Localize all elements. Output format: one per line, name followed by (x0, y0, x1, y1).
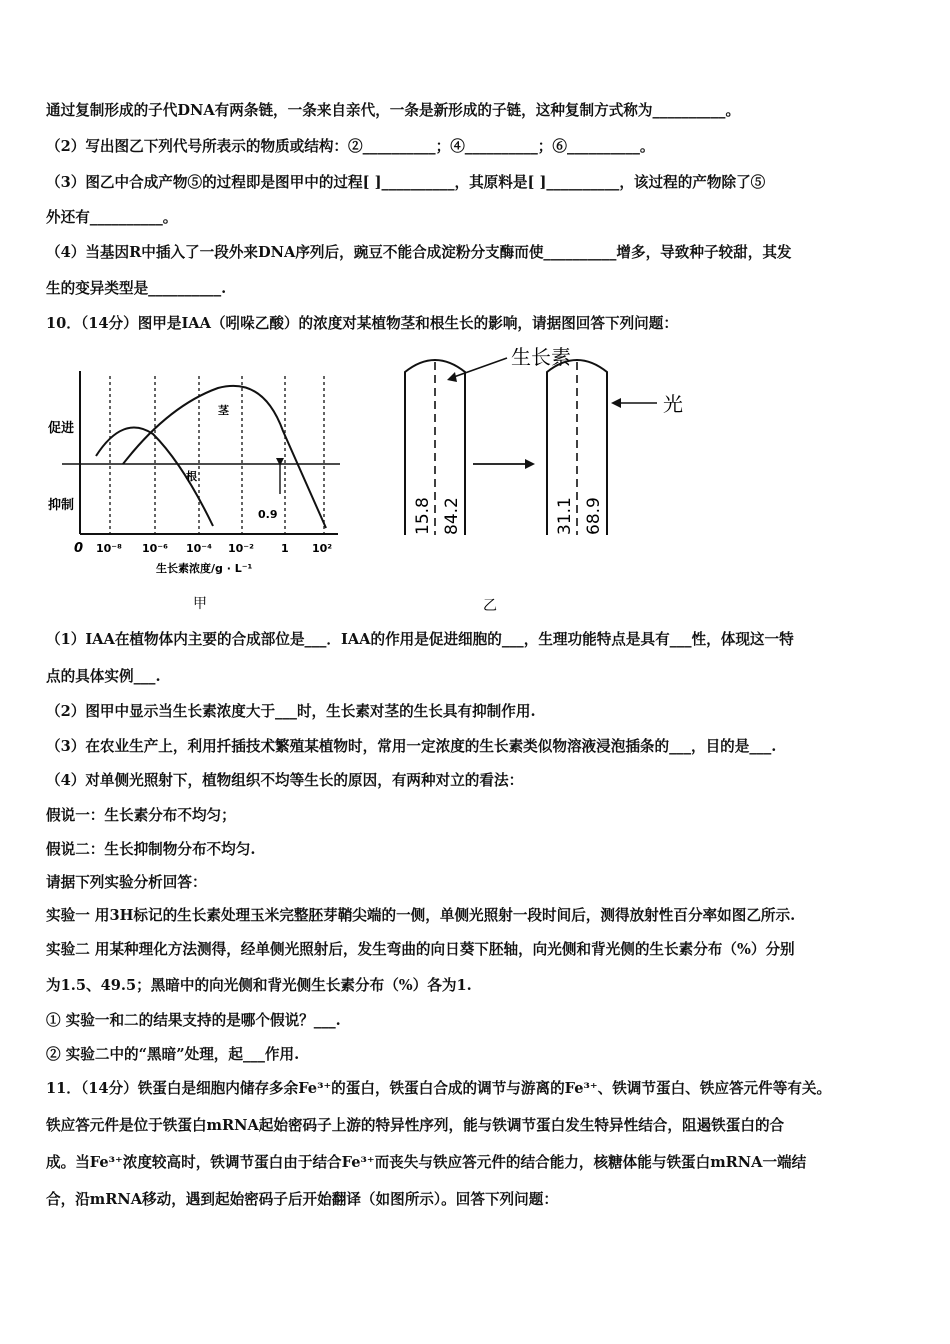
q11-line-3: 成。当Fe³⁺浓度较高时，铁调节蛋白由于结合Fe³⁺而丧失与铁应答元件的结合能力，核糖体能与铁蛋白mRNA一端结 (46, 1154, 807, 1171)
figure-b-diagram (395, 340, 715, 620)
text-line-2: （2）写出图乙下列代号所表示的物质或结构：②__________；④__________；⑥__________。 (46, 138, 655, 155)
text-line-q10-3: （3）在农业生产上，利用扦插技术繁殖某植物时，常用一定浓度的生长素类似物溶液浸泡插条的___，目的是___. (46, 738, 777, 755)
x-tick-3: 10⁻⁴ (186, 542, 212, 555)
left-value-2: 84.2 (442, 497, 462, 535)
x-tick-5: 1 (281, 542, 289, 555)
hypothesis-1: 假说一：生长素分布不均匀； (46, 807, 236, 824)
light-label: 光 (663, 392, 683, 416)
right-value-2: 68.9 (584, 497, 604, 535)
text-line-3: （3）图乙中合成产物⑤的过程即是图甲中的过程[ ]__________，其原料是[ ]__________，该过程的产物除了⑤ (46, 174, 766, 191)
q11-line-4: 合，沿mRNA移动，遇到起始密码子后开始翻译（如图所示）。回答下列问题： (46, 1191, 558, 1208)
text-line-4: 外还有__________。 (46, 209, 178, 226)
question-10-title: 10．（14分）图甲是IAA（吲哚乙酸）的浓度对某植物茎和根生长的影响，请据图回答下列问题： (46, 315, 678, 332)
instruction-line: 请据下列实验分析回答： (46, 874, 207, 891)
figure-a-caption: 甲 (193, 596, 207, 612)
q11-line-2: 铁应答元件是位于铁蛋白mRNA起始密码子上游的特异性序列，能与铁调节蛋白发生特异性结合，阻遏铁蛋白的合 (46, 1117, 785, 1134)
text-line-6: 生的变异类型是__________. (46, 280, 227, 297)
x-tick-2: 10⁻⁶ (142, 542, 168, 555)
auxin-label: 生长素 (511, 345, 571, 369)
value-0-9-label: 0.9 (258, 508, 278, 521)
x-tick-1: 10⁻⁸ (96, 542, 122, 555)
figure-b-caption: 乙 (483, 598, 497, 614)
text-line-q10-4: （4）对单侧光照射下，植物组织不均等生长的原因，有两种对立的看法： (46, 772, 524, 789)
x-axis-label: 生长素浓度/g · L⁻¹ (156, 562, 253, 575)
x-tick-6: 10² (312, 542, 333, 555)
root-label: 根 (186, 470, 197, 483)
text-line-q10-1b: 点的具体实例___. (46, 668, 161, 685)
hypothesis-2: 假说二：生长抑制物分布不均匀. (46, 841, 256, 858)
experiment-2-cont: 为1.5、49.5；黑暗中的向光侧和背光侧生长素分布（%）各为1. (46, 977, 472, 994)
text-line-5: （4）当基因R中插入了一段外来DNA序列后，豌豆不能合成淀粉分支酶而使__________增多，导致种子较甜，其发 (46, 244, 792, 261)
stem-label: 茎 (218, 404, 229, 417)
experiment-1: 实验一 用3H标记的生长素处理玉米完整胚芽鞘尖端的一侧，单侧光照射一段时间后，测得放射性百分率如图乙所示. (46, 907, 796, 924)
x-tick-4: 10⁻² (228, 542, 254, 555)
right-value-1: 31.1 (555, 497, 575, 535)
experiment-2: 实验二 用某种理化方法测得，经单侧光照射后，发生弯曲的向日葵下胚轴，向光侧和背光侧的生长素分布（%）分别 (46, 941, 795, 958)
text-line-q10-1: （1）IAA在植物体内主要的合成部位是___．IAA的作用是促进细胞的___，生理功能特点是具有___性，体现这一特 (46, 631, 794, 648)
left-value-1: 15.8 (413, 497, 433, 535)
origin-label: 0 (74, 541, 84, 556)
y-label-inhibit: 抑制 (48, 498, 75, 513)
text-line-1: 通过复制形成的子代DNA有两条链，一条来自亲代，一条是新形成的子链，这种复制方式称为__________。 (46, 102, 741, 119)
sub-question-1: ① 实验一和二的结果支持的是哪个假说？___. (46, 1012, 341, 1029)
y-label-promote: 促进 (48, 421, 75, 436)
sub-question-2: ② 实验二中的“黑暗”处理，起___作用. (46, 1046, 300, 1063)
text-line-q10-2: （2）图甲中显示当生长素浓度大于___时，生长素对茎的生长具有抑制作用. (46, 703, 536, 720)
figure-a-chart (48, 366, 348, 616)
question-11-title: 11．（14分）铁蛋白是细胞内储存多余Fe³⁺的蛋白，铁蛋白合成的调节与游离的Fe³⁺、铁调节蛋白、铁应答元件等有关。 (46, 1080, 832, 1097)
